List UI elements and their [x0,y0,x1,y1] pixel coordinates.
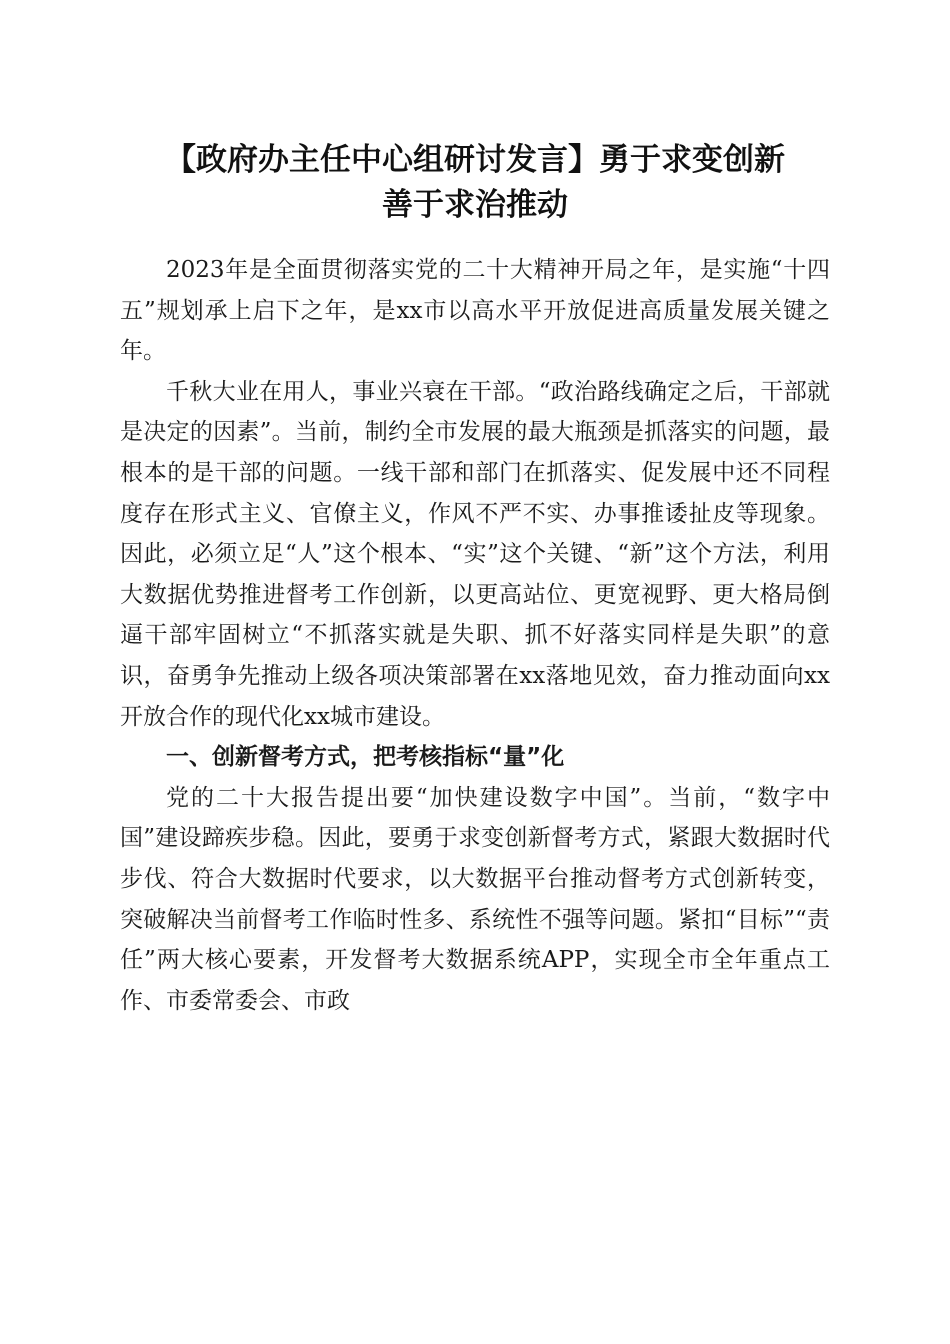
paragraph-intro: 2023年是全面贯彻落实党的二十大精神开局之年，是实施“十四五”规划承上启下之年，是xx市以高水平开放促进高质量发展关键之年。 [120,257,830,365]
paragraph-cadres: 千秋大业在用人，事业兴衰在干部。“政治路线确定之后，干部就是决定的因素”。当前，制约全市发展的最大瓶颈是抓落实的问题，最根本的是干部的问题。一线干部和部门在抓落实、促发展中还不同程度存在形式主义、官僚主义，作风不严不实、办事推诿扯皮等现象。因此，必须立足“人”这个根本、“实”这个关键、“新”这个方法，利用大数据优势推进督考工作创新，以更高站位、更宽视野、更大格局倒逼干部牢固树立“不抓落实就是失职、抓不好落实同样是失职”的意识，奋勇争先推动上级各项决策部署在xx落地见效，奋力推动面向xx开放合作的现代化xx城市建设。 [120,378,830,730]
paragraph-section-1: 党的二十大报告提出要“加快建设数字中国”。当前，“数字中国”建设蹄疾步稳。因此，要勇于求变创新督考方式，紧跟大数据时代步伐、符合大数据时代要求，以大数据平台推动督考方式创新转变，突破解决当前督考工作临时性多、系统性不强等问题。紧扣“目标”“责任”两大核心要素，开发督考大数据系统APP，实现全市全年重点工作、市委常委会、市政 [120,784,830,1014]
document-body [120,250,830,1021]
document-title-line-1: 【政府办主任中心组研讨发言】勇于求变创新 [165,142,785,178]
section-heading-1: 一、创新督考方式，把考核指标“量”化 [166,744,565,771]
document-title-line-2: 善于求治推动 [382,187,568,223]
